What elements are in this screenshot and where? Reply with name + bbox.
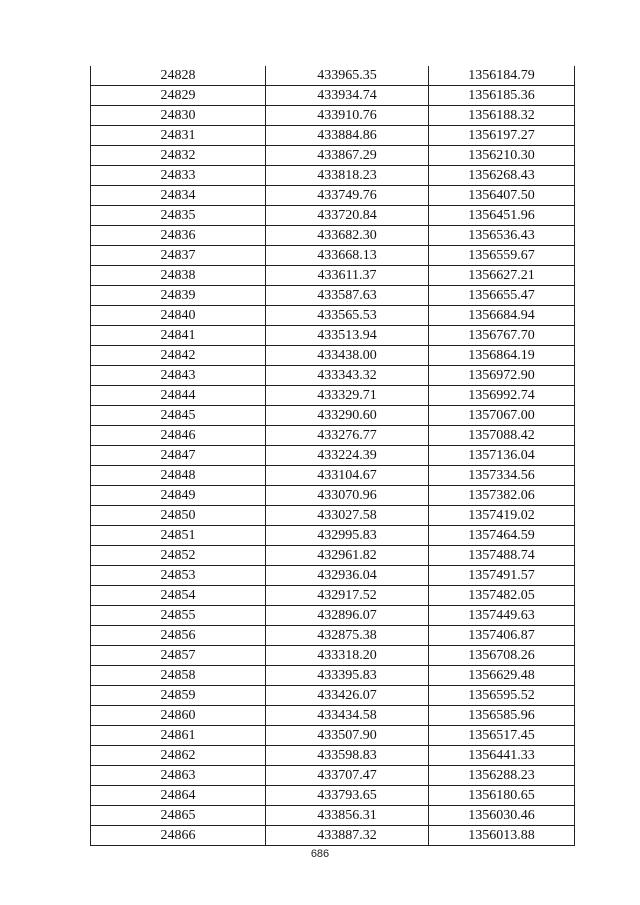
x-coordinate-cell: 433668.13 bbox=[266, 246, 429, 266]
point-id-cell: 24840 bbox=[91, 306, 266, 326]
table-row bbox=[91, 466, 575, 486]
y-coordinate-cell: 1357482.05 bbox=[429, 586, 575, 606]
table-row bbox=[91, 686, 575, 706]
point-id-cell: 24858 bbox=[91, 666, 266, 686]
x-coordinate-cell: 433318.20 bbox=[266, 646, 429, 666]
point-id-cell: 24853 bbox=[91, 566, 266, 586]
point-id-cell: 24864 bbox=[91, 786, 266, 806]
y-coordinate-cell: 1357464.59 bbox=[429, 526, 575, 546]
point-id-cell: 24852 bbox=[91, 546, 266, 566]
x-coordinate-cell: 433507.90 bbox=[266, 726, 429, 746]
x-coordinate-cell: 433818.23 bbox=[266, 166, 429, 186]
x-coordinate-cell: 433793.65 bbox=[266, 786, 429, 806]
y-coordinate-cell: 1356013.88 bbox=[429, 826, 575, 846]
table-row bbox=[91, 746, 575, 766]
y-coordinate-cell: 1356864.19 bbox=[429, 346, 575, 366]
x-coordinate-cell: 433426.07 bbox=[266, 686, 429, 706]
table-row bbox=[91, 606, 575, 626]
table-row bbox=[91, 226, 575, 246]
x-coordinate-cell: 433749.76 bbox=[266, 186, 429, 206]
y-coordinate-cell: 1356655.47 bbox=[429, 286, 575, 306]
y-coordinate-cell: 1356184.79 bbox=[429, 66, 575, 86]
y-coordinate-cell: 1356188.32 bbox=[429, 106, 575, 126]
x-coordinate-cell: 433720.84 bbox=[266, 206, 429, 226]
y-coordinate-cell: 1356595.52 bbox=[429, 686, 575, 706]
y-coordinate-cell: 1356268.43 bbox=[429, 166, 575, 186]
table-row bbox=[91, 66, 575, 86]
point-id-cell: 24847 bbox=[91, 446, 266, 466]
point-id-cell: 24860 bbox=[91, 706, 266, 726]
y-coordinate-cell: 1356708.26 bbox=[429, 646, 575, 666]
x-coordinate-cell: 433027.58 bbox=[266, 506, 429, 526]
table-row bbox=[91, 286, 575, 306]
point-id-cell: 24865 bbox=[91, 806, 266, 826]
table-row bbox=[91, 206, 575, 226]
y-coordinate-cell: 1357406.87 bbox=[429, 626, 575, 646]
point-id-cell: 24862 bbox=[91, 746, 266, 766]
y-coordinate-cell: 1356992.74 bbox=[429, 386, 575, 406]
x-coordinate-cell: 433224.39 bbox=[266, 446, 429, 466]
point-id-cell: 24831 bbox=[91, 126, 266, 146]
y-coordinate-cell: 1356185.36 bbox=[429, 86, 575, 106]
y-coordinate-cell: 1356197.27 bbox=[429, 126, 575, 146]
table-row bbox=[91, 526, 575, 546]
y-coordinate-cell: 1357491.57 bbox=[429, 566, 575, 586]
point-id-cell: 24834 bbox=[91, 186, 266, 206]
table-row bbox=[91, 326, 575, 346]
point-id-cell: 24866 bbox=[91, 826, 266, 846]
x-coordinate-cell: 433565.53 bbox=[266, 306, 429, 326]
y-coordinate-cell: 1356407.50 bbox=[429, 186, 575, 206]
x-coordinate-cell: 433587.63 bbox=[266, 286, 429, 306]
point-id-cell: 24859 bbox=[91, 686, 266, 706]
x-coordinate-cell: 433856.31 bbox=[266, 806, 429, 826]
y-coordinate-cell: 1356972.90 bbox=[429, 366, 575, 386]
page-number: 686 bbox=[310, 848, 330, 860]
y-coordinate-cell: 1356627.21 bbox=[429, 266, 575, 286]
table-row bbox=[91, 626, 575, 646]
point-id-cell: 24857 bbox=[91, 646, 266, 666]
y-coordinate-cell: 1357488.74 bbox=[429, 546, 575, 566]
point-id-cell: 24854 bbox=[91, 586, 266, 606]
point-id-cell: 24863 bbox=[91, 766, 266, 786]
y-coordinate-cell: 1357136.04 bbox=[429, 446, 575, 466]
y-coordinate-cell: 1357334.56 bbox=[429, 466, 575, 486]
table-row bbox=[91, 546, 575, 566]
point-id-cell: 24855 bbox=[91, 606, 266, 626]
y-coordinate-cell: 1356441.33 bbox=[429, 746, 575, 766]
point-id-cell: 24844 bbox=[91, 386, 266, 406]
x-coordinate-cell: 433867.29 bbox=[266, 146, 429, 166]
x-coordinate-cell: 433934.74 bbox=[266, 86, 429, 106]
point-id-cell: 24835 bbox=[91, 206, 266, 226]
coordinate-table-body bbox=[91, 66, 575, 846]
table-row bbox=[91, 786, 575, 806]
x-coordinate-cell: 433884.86 bbox=[266, 126, 429, 146]
y-coordinate-cell: 1357067.00 bbox=[429, 406, 575, 426]
table-row bbox=[91, 806, 575, 826]
y-coordinate-cell: 1356210.30 bbox=[429, 146, 575, 166]
point-id-cell: 24849 bbox=[91, 486, 266, 506]
x-coordinate-cell: 433910.76 bbox=[266, 106, 429, 126]
x-coordinate-cell: 433276.77 bbox=[266, 426, 429, 446]
y-coordinate-cell: 1357088.42 bbox=[429, 426, 575, 446]
y-coordinate-cell: 1356180.65 bbox=[429, 786, 575, 806]
x-coordinate-cell: 433611.37 bbox=[266, 266, 429, 286]
x-coordinate-cell: 433965.35 bbox=[266, 66, 429, 86]
point-id-cell: 24845 bbox=[91, 406, 266, 426]
point-id-cell: 24848 bbox=[91, 466, 266, 486]
table-row bbox=[91, 366, 575, 386]
x-coordinate-cell: 433682.30 bbox=[266, 226, 429, 246]
table-row bbox=[91, 146, 575, 166]
y-coordinate-cell: 1357449.63 bbox=[429, 606, 575, 626]
x-coordinate-cell: 433329.71 bbox=[266, 386, 429, 406]
point-id-cell: 24830 bbox=[91, 106, 266, 126]
x-coordinate-cell: 433598.83 bbox=[266, 746, 429, 766]
point-id-cell: 24843 bbox=[91, 366, 266, 386]
y-coordinate-cell: 1356684.94 bbox=[429, 306, 575, 326]
y-coordinate-cell: 1356517.45 bbox=[429, 726, 575, 746]
table-row bbox=[91, 86, 575, 106]
y-coordinate-cell: 1356559.67 bbox=[429, 246, 575, 266]
x-coordinate-cell: 433104.67 bbox=[266, 466, 429, 486]
table-row bbox=[91, 306, 575, 326]
x-coordinate-cell: 432961.82 bbox=[266, 546, 429, 566]
x-coordinate-cell: 433438.00 bbox=[266, 346, 429, 366]
point-id-cell: 24846 bbox=[91, 426, 266, 446]
y-coordinate-cell: 1356629.48 bbox=[429, 666, 575, 686]
table-row bbox=[91, 586, 575, 606]
x-coordinate-cell: 432936.04 bbox=[266, 566, 429, 586]
point-id-cell: 24861 bbox=[91, 726, 266, 746]
point-id-cell: 24832 bbox=[91, 146, 266, 166]
point-id-cell: 24841 bbox=[91, 326, 266, 346]
table-row bbox=[91, 426, 575, 446]
table-row bbox=[91, 666, 575, 686]
table-row bbox=[91, 266, 575, 286]
x-coordinate-cell: 433513.94 bbox=[266, 326, 429, 346]
table-row bbox=[91, 166, 575, 186]
x-coordinate-cell: 433707.47 bbox=[266, 766, 429, 786]
table-row bbox=[91, 386, 575, 406]
point-id-cell: 24829 bbox=[91, 86, 266, 106]
table-row bbox=[91, 126, 575, 146]
y-coordinate-cell: 1356767.70 bbox=[429, 326, 575, 346]
x-coordinate-cell: 433887.32 bbox=[266, 826, 429, 846]
table-row bbox=[91, 826, 575, 846]
table-row bbox=[91, 506, 575, 526]
point-id-cell: 24838 bbox=[91, 266, 266, 286]
table-row bbox=[91, 246, 575, 266]
point-id-cell: 24836 bbox=[91, 226, 266, 246]
x-coordinate-cell: 432917.52 bbox=[266, 586, 429, 606]
point-id-cell: 24828 bbox=[91, 66, 266, 86]
y-coordinate-cell: 1357382.06 bbox=[429, 486, 575, 506]
x-coordinate-cell: 432995.83 bbox=[266, 526, 429, 546]
point-id-cell: 24851 bbox=[91, 526, 266, 546]
table-row bbox=[91, 486, 575, 506]
table-row bbox=[91, 346, 575, 366]
x-coordinate-cell: 433290.60 bbox=[266, 406, 429, 426]
point-id-cell: 24833 bbox=[91, 166, 266, 186]
x-coordinate-cell: 432875.38 bbox=[266, 626, 429, 646]
point-id-cell: 24850 bbox=[91, 506, 266, 526]
point-id-cell: 24842 bbox=[91, 346, 266, 366]
y-coordinate-cell: 1356585.96 bbox=[429, 706, 575, 726]
table-row bbox=[91, 566, 575, 586]
coordinate-table bbox=[90, 66, 575, 846]
x-coordinate-cell: 432896.07 bbox=[266, 606, 429, 626]
table-row bbox=[91, 766, 575, 786]
x-coordinate-cell: 433395.83 bbox=[266, 666, 429, 686]
point-id-cell: 24856 bbox=[91, 626, 266, 646]
x-coordinate-cell: 433434.58 bbox=[266, 706, 429, 726]
table-row bbox=[91, 646, 575, 666]
y-coordinate-cell: 1356536.43 bbox=[429, 226, 575, 246]
y-coordinate-cell: 1356030.46 bbox=[429, 806, 575, 826]
y-coordinate-cell: 1356451.96 bbox=[429, 206, 575, 226]
table-row bbox=[91, 706, 575, 726]
x-coordinate-cell: 433070.96 bbox=[266, 486, 429, 506]
table-row bbox=[91, 446, 575, 466]
table-row bbox=[91, 726, 575, 746]
y-coordinate-cell: 1357419.02 bbox=[429, 506, 575, 526]
table-row bbox=[91, 106, 575, 126]
point-id-cell: 24837 bbox=[91, 246, 266, 266]
table-row bbox=[91, 186, 575, 206]
table-row bbox=[91, 406, 575, 426]
point-id-cell: 24839 bbox=[91, 286, 266, 306]
y-coordinate-cell: 1356288.23 bbox=[429, 766, 575, 786]
x-coordinate-cell: 433343.32 bbox=[266, 366, 429, 386]
